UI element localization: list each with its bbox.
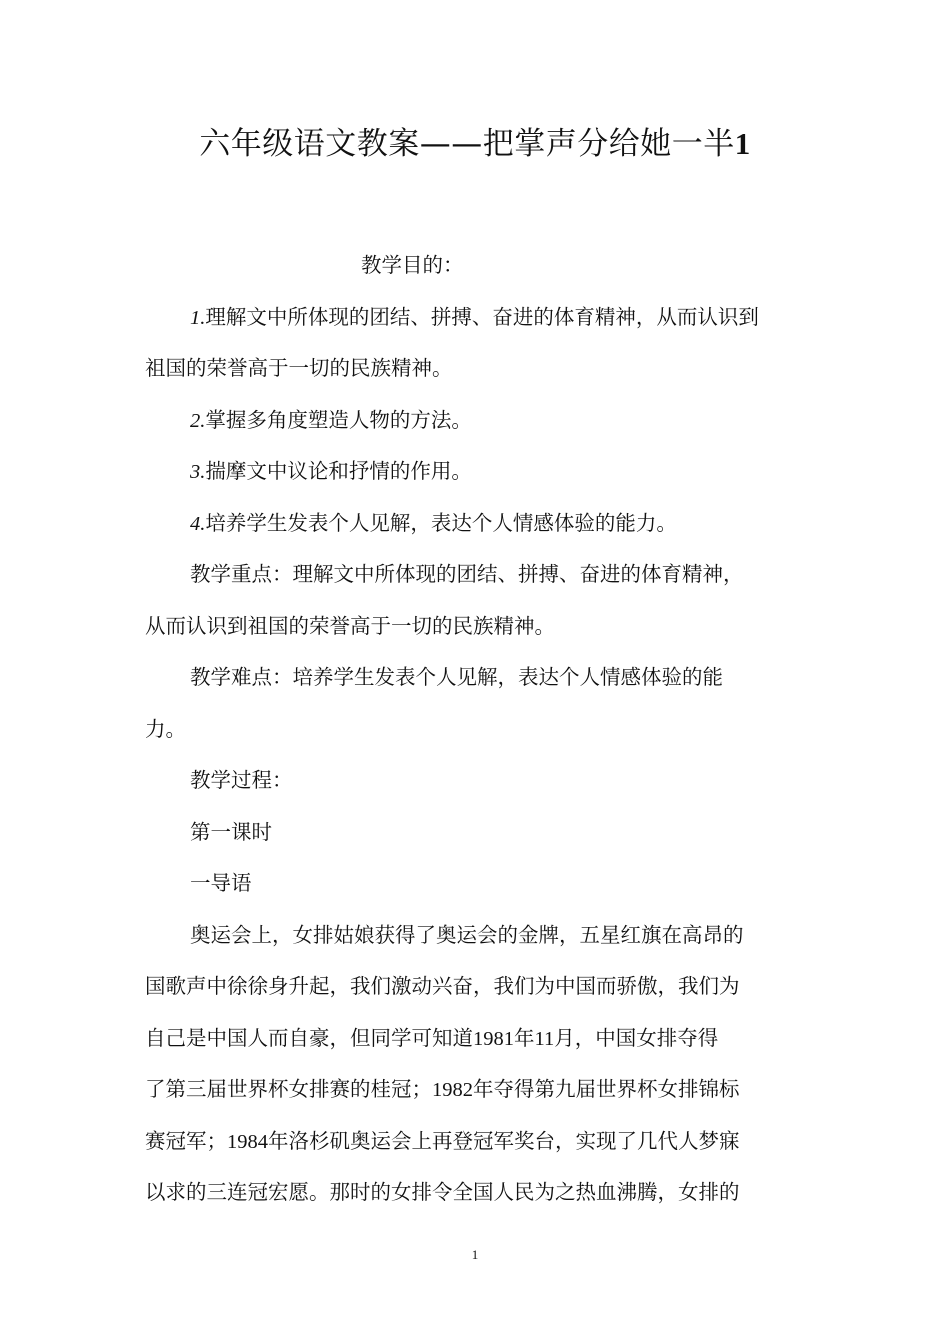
paragraph-line-6: 以求的三连冠宏愿。那时的女排令全国人民为之热血沸腾，女排的 <box>145 1180 740 1204</box>
paragraph-line-5-part-b: 年洛杉矶奥运会上再登冠军奖台，实现了几代人梦寐 <box>268 1128 740 1153</box>
paragraph-line-4-part-a: 了第三届世界杯女排赛的桂冠； <box>145 1077 432 1101</box>
intro-heading: 一导语 <box>190 871 252 895</box>
key-point-line-2: 从而认识到祖国的荣誉高于一切的民族精神。 <box>145 613 555 638</box>
objective-3-text: 揣摩文中议论和抒情的作用。 <box>205 459 472 483</box>
year-1984: 1984 <box>227 1130 268 1153</box>
process-heading: 教学过程： <box>190 768 293 792</box>
paragraph-line-3-part-a: 自己是中国人而自豪，但同学可知道 <box>145 1025 473 1050</box>
paragraph-line-1: 奥运会上，女排姑娘获得了奥运会的金牌，五星红旗在高昂的 <box>190 922 744 947</box>
month-11: 11 <box>534 1027 555 1050</box>
document-title <box>0 122 950 166</box>
objective-1-number: 1. <box>190 306 206 329</box>
paragraph-line-2: 国歌声中徐徐身升起，我们激动兴奋，我们为中国而骄傲，我们为 <box>145 974 740 998</box>
objective-3-number: 3. <box>190 461 206 483</box>
paragraph-line-4-part-b: 年夺得第九届世界杯女排锦标 <box>473 1077 740 1101</box>
objective-2-number: 2. <box>190 409 206 432</box>
paragraph-line-3-part-c: 月，中国女排夺得 <box>554 1025 719 1050</box>
objective-4-text: 培养学生发表个人见解，表达个人情感体验的能力。 <box>205 510 677 535</box>
title-number: 1 <box>734 126 751 161</box>
objective-2 <box>145 395 815 447</box>
paragraph-line-5-part-a: 赛冠军； <box>145 1128 227 1153</box>
objective-4 <box>145 498 815 550</box>
paragraph-line-3 <box>145 1013 815 1065</box>
year-1981: 1981 <box>473 1027 514 1050</box>
objective-3 <box>145 446 815 498</box>
difficulty-line-2: 力。 <box>145 716 186 741</box>
objectives-heading: 教学目的： <box>361 253 464 277</box>
document-body <box>145 240 815 1219</box>
objective-4-number: 4. <box>190 512 206 535</box>
lesson-heading: 第一课时 <box>190 819 272 844</box>
objective-1-text: 理解文中所体现的团结、拼搏、奋进的体育精神，从而认识到 <box>205 304 759 329</box>
objective-1-line-1 <box>145 292 815 344</box>
objective-1-line-2: 祖国的荣誉高于一切的民族精神。 <box>145 356 453 380</box>
year-1982: 1982 <box>432 1079 473 1101</box>
key-point-line-1: 教学重点：理解文中所体现的团结、拼搏、奋进的体育精神， <box>190 562 744 586</box>
difficulty-line-1: 教学难点：培养学生发表个人见解，表达个人情感体验的能 <box>190 665 723 689</box>
title-text: 六年级语文教案——把掌声分给她一半 <box>199 126 735 162</box>
objective-2-text: 掌握多角度塑造人物的方法。 <box>205 407 472 432</box>
paragraph-line-4 <box>145 1064 815 1116</box>
page-number: 1 <box>471 1247 479 1262</box>
paragraph-line-3-part-b: 年 <box>514 1025 535 1050</box>
paragraph-line-5 <box>145 1116 815 1168</box>
